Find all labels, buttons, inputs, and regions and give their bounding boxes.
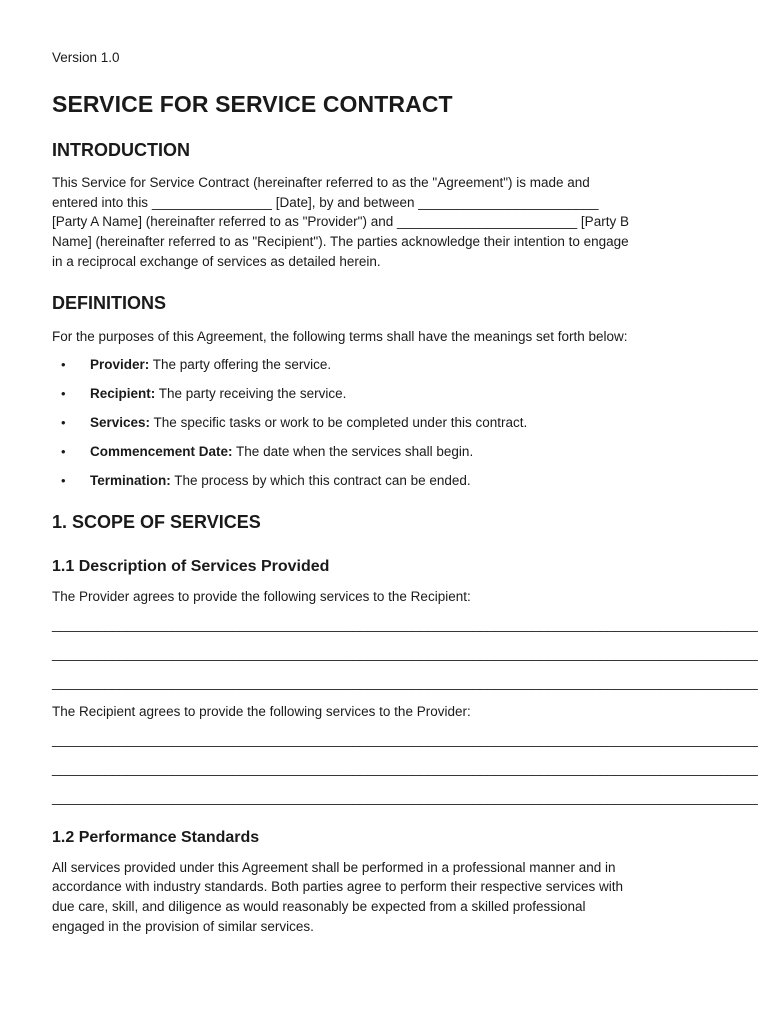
introduction-line: Name] (hereinafter referred to as "Recipient"). The parties acknowledge their intention to engage xyxy=(52,234,629,250)
definition-term: Services: xyxy=(90,415,151,431)
scope-heading: 1. SCOPE OF SERVICES xyxy=(52,512,261,533)
provider-blank-line: ______________________________________________________________________________________________ xyxy=(52,645,758,661)
version-label: Version 1.0 xyxy=(52,50,120,65)
performance-line: due care, skill, and diligence as would reasonably be expected from a skilled professional xyxy=(52,899,586,915)
definition-term: Termination: xyxy=(90,473,171,489)
definition-item xyxy=(52,442,720,471)
definition-term: Commencement Date: xyxy=(90,444,233,460)
introduction-heading: INTRODUCTION xyxy=(52,140,190,160)
bullet-icon: • xyxy=(61,473,66,489)
definition-term: Recipient: xyxy=(90,386,156,402)
introduction-line: entered into this ________________ [Date], by and between ________________________ xyxy=(52,194,599,210)
provider-blank-line: ______________________________________________________________________________________________ xyxy=(52,674,758,690)
bullet-icon: • xyxy=(61,415,66,431)
recipient-blank-line: ______________________________________________________________________________________________ xyxy=(52,731,758,747)
definition-text: The process by which this contract can be ended. xyxy=(170,473,471,489)
definition-item xyxy=(52,413,720,442)
performance-line: engaged in the provision of similar services. xyxy=(52,918,314,934)
description-heading: 1.1 Description of Services Provided xyxy=(52,558,330,576)
definition-item xyxy=(52,355,720,384)
bullet-icon: • xyxy=(61,444,66,460)
recipient-blank-line: ______________________________________________________________________________________________ xyxy=(52,789,758,805)
definition-text: The specific tasks or work to be completed under this contract. xyxy=(150,415,528,431)
definition-term: Provider: xyxy=(90,357,150,373)
performance-line: All services provided under this Agreement shall be performed in a professional manner and in xyxy=(52,859,616,875)
provider-blank-line: ______________________________________________________________________________________________ xyxy=(52,616,758,632)
definition-text: The party receiving the service. xyxy=(155,386,347,402)
recipient-services-text: The Recipient agrees to provide the following services to the Provider: xyxy=(52,703,471,719)
bullet-icon: • xyxy=(61,386,66,402)
document-title: SERVICE FOR SERVICE CONTRACT xyxy=(52,91,453,117)
performance-heading: 1.2 Performance Standards xyxy=(52,828,260,846)
performance-line: accordance with industry standards. Both parties agree to perform their respective services with xyxy=(52,879,624,895)
provider-services-text: The Provider agrees to provide the following services to the Recipient: xyxy=(52,589,471,605)
introduction-line: This Service for Service Contract (hereinafter referred to as the "Agreement") is made and xyxy=(52,175,590,190)
introduction-paragraph xyxy=(52,173,717,272)
definition-item xyxy=(52,471,720,500)
introduction-line: in a reciprocal exchange of services as detailed herein. xyxy=(52,253,381,269)
performance-paragraph xyxy=(52,858,717,937)
recipient-blank-line: ______________________________________________________________________________________________ xyxy=(52,760,758,776)
definitions-heading: DEFINITIONS xyxy=(52,292,167,313)
bullet-icon: • xyxy=(61,357,66,373)
definition-item xyxy=(52,384,720,413)
definitions-list xyxy=(52,355,720,500)
definition-text: The date when the services shall begin. xyxy=(232,444,474,460)
introduction-line: [Party A Name] (hereinafter referred to as "Provider") and ________________________ [Party B xyxy=(52,214,629,230)
definition-text: The party offering the service. xyxy=(149,357,332,373)
definitions-intro: For the purposes of this Agreement, the following terms shall have the meanings set forth below: xyxy=(52,328,628,344)
